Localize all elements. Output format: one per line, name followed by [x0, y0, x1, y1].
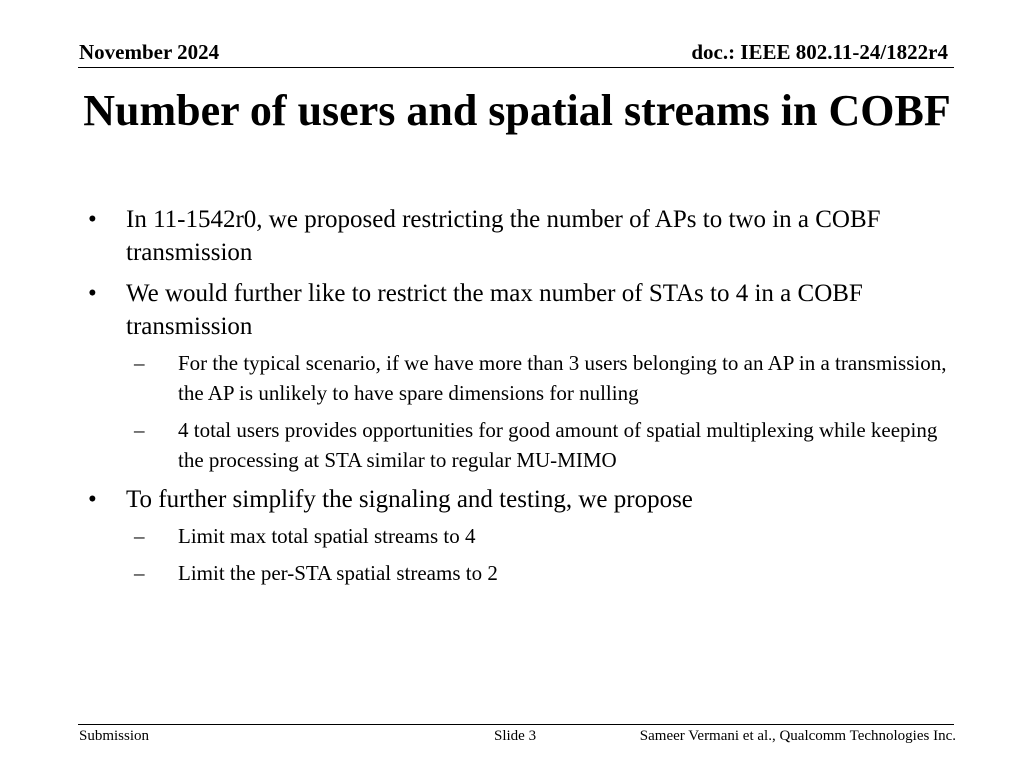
sub-bullet-marker: –: [134, 418, 145, 442]
bullet-text: In 11-1542r0, we proposed restricting the number of APs to two in a COBF transmission: [126, 206, 881, 266]
sub-bullet-item: [134, 521, 948, 551]
sub-bullet-text: Limit max total spatial streams to 4: [178, 524, 476, 548]
bullet-marker: •: [88, 206, 97, 233]
sub-bullet-marker: –: [134, 524, 145, 548]
sub-bullet-list: [126, 348, 948, 475]
sub-bullet-item: [134, 558, 948, 588]
slide-title: Number of users and spatial streams in COBF: [83, 86, 951, 135]
bullet-item: [88, 203, 948, 269]
header-divider: [78, 67, 954, 68]
footer-slide-number: Slide 3: [494, 728, 537, 744]
sub-bullet-text: Limit the per-STA spatial streams to 2: [178, 561, 498, 585]
bullet-text: We would further like to restrict the max number of STAs to 4 in a COBF transmission: [126, 280, 863, 340]
bullet-item: [88, 483, 948, 588]
bullet-item: [88, 277, 948, 475]
footer-authors: Sameer Vermani et al., Qualcomm Technologies Inc.: [639, 728, 956, 744]
sub-bullet-text: For the typical scenario, if we have more than 3 users belonging to an AP in a transmission, the AP is unlikely to have spare dimensions for nulling: [178, 351, 947, 405]
sub-bullet-list: [126, 521, 948, 588]
sub-bullet-marker: –: [134, 561, 145, 585]
header-date: November 2024: [79, 40, 220, 64]
sub-bullet-text: 4 total users provides opportunities for good amount of spatial multiplexing while keeping the processing at STA similar to regular MU-MIMO: [178, 418, 938, 472]
bullet-marker: •: [88, 486, 97, 513]
bullet-list: [88, 203, 948, 596]
bullet-text: To further simplify the signaling and testing, we propose: [126, 486, 693, 513]
footer-divider: [78, 724, 954, 725]
sub-bullet-item: [134, 415, 948, 475]
sub-bullet-marker: –: [134, 351, 145, 375]
bullet-marker: •: [88, 280, 97, 307]
sub-bullet-item: [134, 348, 948, 408]
footer-submission: Submission: [79, 728, 150, 744]
header-doc-id: doc.: IEEE 802.11-24/1822r4: [691, 40, 948, 64]
